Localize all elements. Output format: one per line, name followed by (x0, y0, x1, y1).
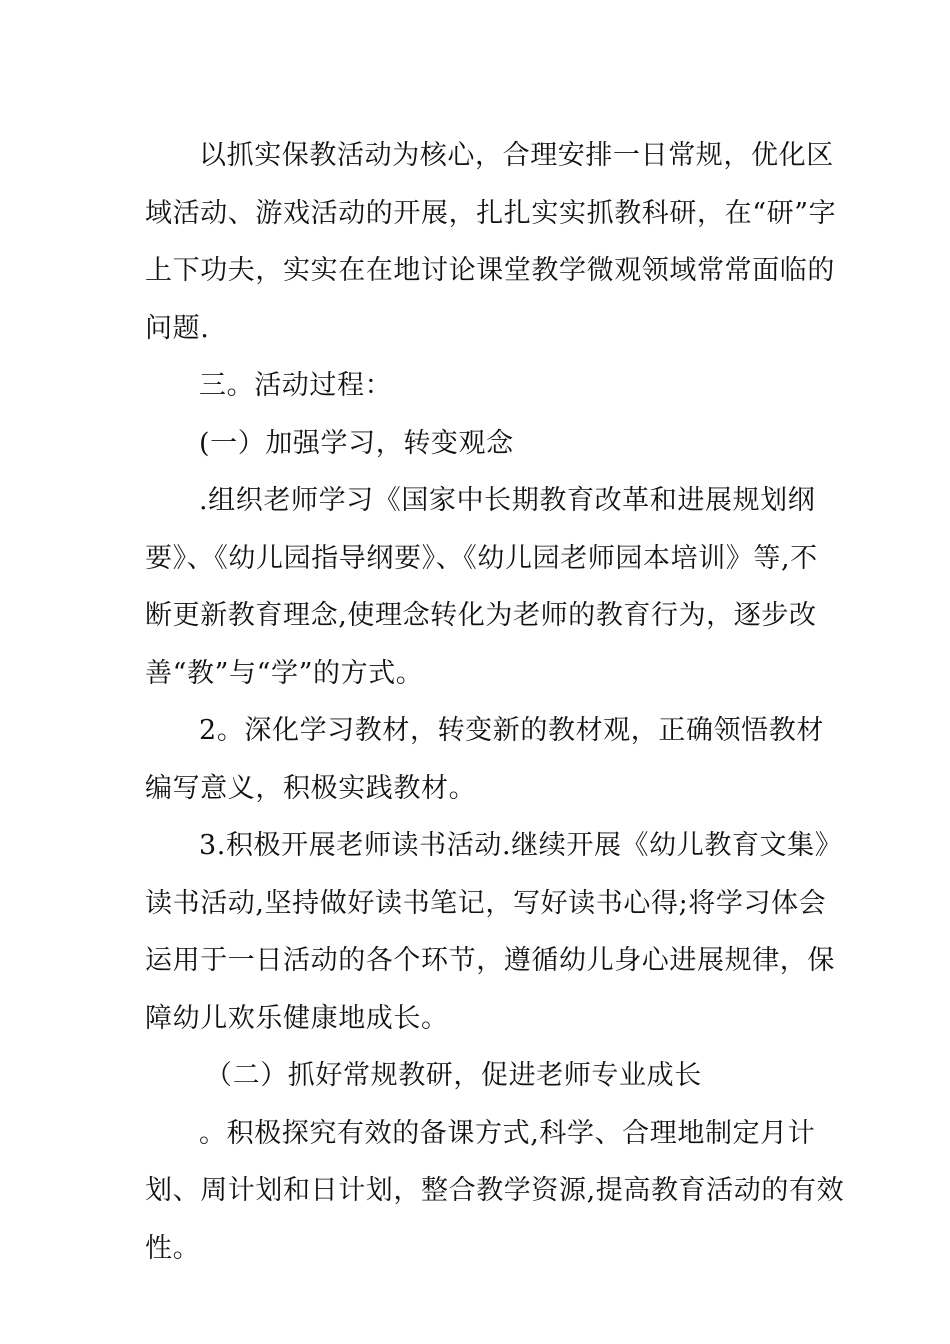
document-body (145, 127, 845, 1277)
paragraph-lesson-planning: 。积极探究有效的备课方式,科学、合理地制定月计划、周计划和日计划，整合教学资源,提高教育活动的有效性。 (145, 1117, 845, 1264)
paragraph-item-2: 2。深化学习教材，转变新的教材观，正确领悟教材编写意义，积极实践教材。 (145, 715, 824, 804)
section-heading-activity-process: 三。活动过程： (199, 370, 393, 401)
paragraph-item-3: 3.积极开展老师读书活动.继续开展《幼儿教育文集》读书活动,坚持做好读书笔记，写好读书心得;将学习体会运用于一日活动的各个环节，遵循幼儿身心进展规律，保障幼儿欢乐健康地成长。 (145, 830, 843, 1034)
subsection-heading-routine-research: （二）抓好常规教研，促进老师专业成长 (205, 1060, 702, 1091)
paragraph-core-goal: 以抓实保教活动为核心，合理安排一日常规，优化区域活动、游戏活动的开展，扎扎实实抓教科研，在“研”字上下功夫，实实在在地讨论课堂教学微观领域常常面临的问题. (145, 140, 837, 344)
paragraph-item-1: .组织老师学习《国家中长期教育改革和进展规划纲要》、《幼儿园指导纲要》、《幼儿园老师园本培训》等,不断更新教育理念,使理念转化为老师的教育行为，逐步改善“教”与“学”的方式。 (145, 485, 818, 689)
subsection-heading-study: (一）加强学习，转变观念 (199, 427, 514, 459)
